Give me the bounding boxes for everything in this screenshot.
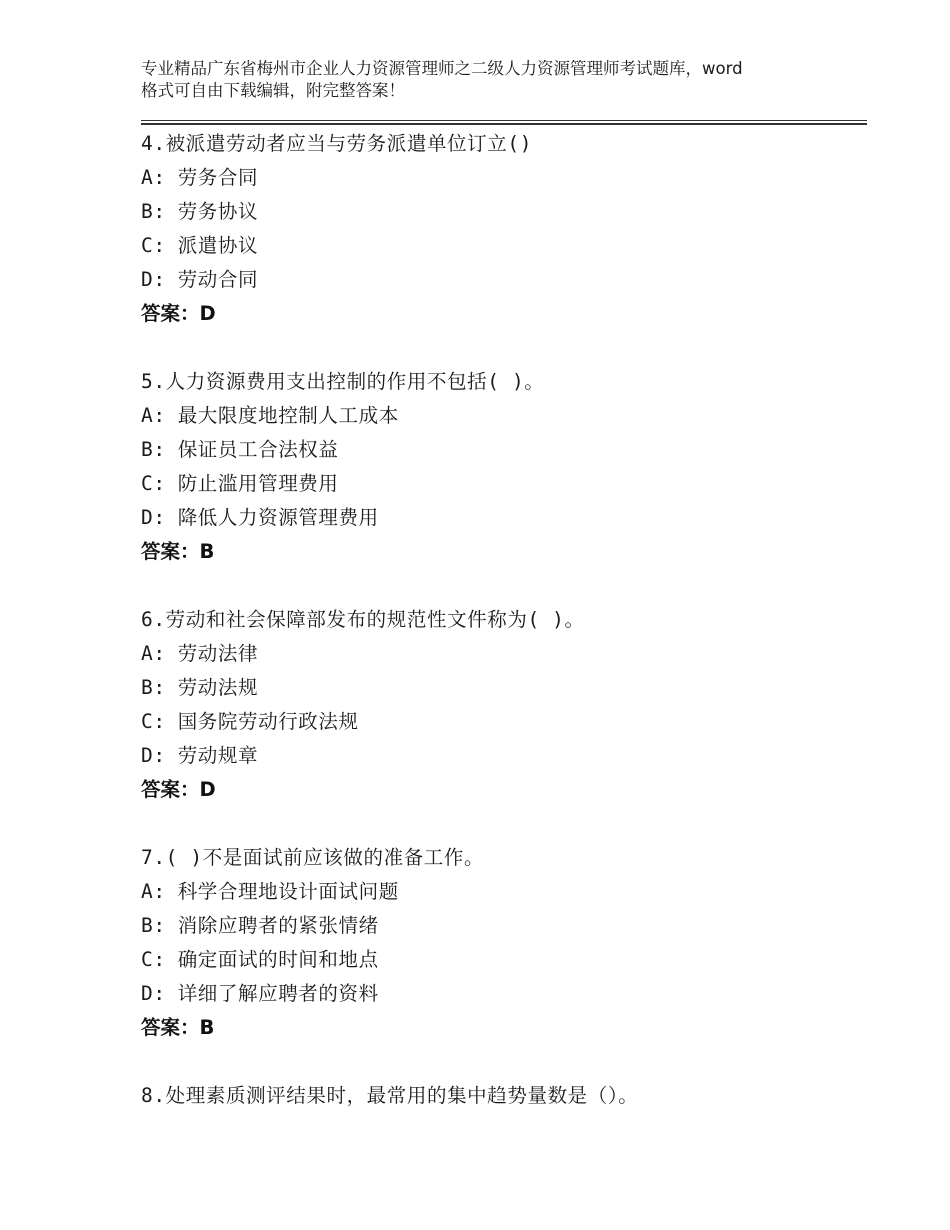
option-key: B:	[141, 200, 166, 223]
option-text: 消除应聘者的紧张情绪	[177, 914, 379, 937]
option-key: D:	[141, 268, 166, 291]
question-6	[141, 603, 867, 807]
question-7	[141, 841, 867, 1045]
option-key: A:	[141, 642, 166, 665]
option-d	[141, 739, 867, 773]
option-key: C:	[141, 234, 166, 257]
answer-label: 答案：B	[141, 1016, 215, 1039]
option-text: 保证员工合法权益	[177, 438, 339, 461]
option-c	[141, 467, 867, 501]
question-list	[141, 127, 867, 1147]
option-c	[141, 943, 867, 977]
option-a	[141, 875, 867, 909]
option-b	[141, 433, 867, 467]
document-header	[141, 58, 861, 102]
question-stem: 8.处理素质测评结果时，最常用的集中趋势量数是（）。	[141, 1084, 639, 1107]
option-a	[141, 399, 867, 433]
option-key: D:	[141, 982, 166, 1005]
option-text: 国务院劳动行政法规	[177, 710, 359, 733]
option-text: 劳动法律	[177, 642, 259, 665]
question-8	[141, 1079, 867, 1113]
option-c	[141, 229, 867, 263]
option-a	[141, 637, 867, 671]
question-stem: 7.( )不是面试前应该做的准备工作。	[141, 846, 485, 869]
option-d	[141, 977, 867, 1011]
option-text: 最大限度地控制人工成本	[177, 404, 399, 427]
option-b	[141, 195, 867, 229]
option-key: D:	[141, 744, 166, 767]
option-key: A:	[141, 880, 166, 903]
option-text: 劳务协议	[177, 200, 259, 223]
option-text: 科学合理地设计面试问题	[177, 880, 399, 903]
option-text: 劳动合同	[177, 268, 259, 291]
option-text: 劳务合同	[177, 166, 259, 189]
option-a	[141, 161, 867, 195]
answer-label: 答案：D	[141, 302, 216, 325]
option-key: B:	[141, 676, 166, 699]
option-d	[141, 501, 867, 535]
question-4	[141, 127, 867, 331]
option-text: 确定面试的时间和地点	[177, 948, 379, 971]
option-key: C:	[141, 472, 166, 495]
option-key: C:	[141, 710, 166, 733]
option-text: 劳动法规	[177, 676, 259, 699]
header-title-line-2: 格式可自由下载编辑，附完整答案！	[141, 81, 405, 100]
question-5	[141, 365, 867, 569]
question-stem: 6.劳动和社会保障部发布的规范性文件称为( )。	[141, 608, 585, 631]
option-text: 劳动规章	[177, 744, 259, 767]
option-c	[141, 705, 867, 739]
option-b	[141, 909, 867, 943]
header-divider	[141, 120, 867, 125]
option-text: 防止滥用管理费用	[177, 472, 339, 495]
option-text: 降低人力资源管理费用	[177, 506, 379, 529]
option-key: C:	[141, 948, 166, 971]
answer-label: 答案：B	[141, 540, 215, 563]
header-title-line-1: 专业精品广东省梅州市企业人力资源管理师之二级人力资源管理师考试题库，word	[141, 59, 743, 78]
option-b	[141, 671, 867, 705]
option-text: 详细了解应聘者的资料	[177, 982, 379, 1005]
option-text: 派遣协议	[177, 234, 259, 257]
option-key: B:	[141, 438, 166, 461]
question-stem: 5.人力资源费用支出控制的作用不包括( )。	[141, 370, 545, 393]
question-stem: 4.被派遣劳动者应当与劳务派遣单位订立()	[141, 132, 533, 155]
option-d	[141, 263, 867, 297]
option-key: B:	[141, 914, 166, 937]
option-key: A:	[141, 404, 166, 427]
answer-label: 答案：D	[141, 778, 216, 801]
option-key: D:	[141, 506, 166, 529]
option-key: A:	[141, 166, 166, 189]
